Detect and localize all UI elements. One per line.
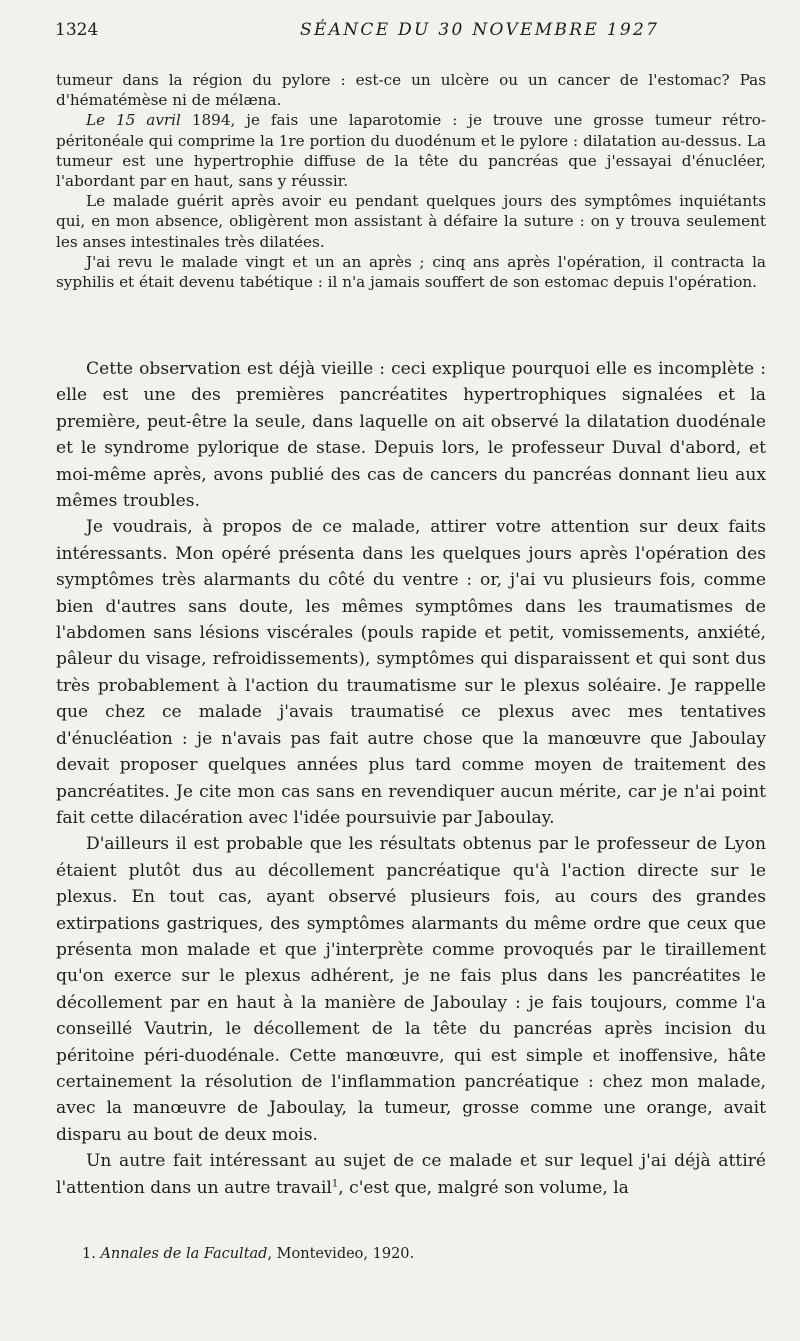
observation-paragraph — [56, 110, 766, 191]
body-paragraph: D'ailleurs il est probable que les résultats obtenus par le professeur de Lyon étaient plutôt dus au décollement pancréatique qu'à l'action directe sur le plexus. En tout cas, ayant observé plusieurs fois, au cours des grandes extirpations gastriques, des symptômes alarmants du même ordre que ceux que présenta mon malade et que j'interprète comme provoqués par le tiraillement qu'on exerce sur le plexus adhérent, je ne fais plus dans les pancréatites le décollement par en haut à la manière de Jaboulay : je fais toujours, comme l'a conseillé Vautrin, le décollement de la tête du pancréas après incision du péritoine péri-duodénale. Cette manœuvre, qui est simple et inoffensive, hâte certainement la résolution de l'inflammation pancréatique : chez mon malade, avec la manœuvre de Jaboulay, la tumeur, grosse comme une orange, avait disparu au bout de deux mois. — [56, 834, 766, 1145]
observation-paragraph: J'ai revu le malade vingt et un an après ; cinq ans après l'opération, il contracta la syphilis et était devenu tabétique : il n'a jamais souffert de son estomac depuis l'opération. — [56, 252, 766, 292]
footnote-place: , Montevideo, 1920. — [267, 1246, 415, 1262]
body-text: , c'est que, malgré son volume, la — [338, 1177, 629, 1198]
body-paragraph: Je voudrais, à propos de ce malade, attirer votre attention sur deux faits intéressants. Mon opéré présenta dans les quelques jours après l'opération des symptômes très alarmants du côté du ventre : or, j'ai vu plusieurs fois, comme bien d'autres sans doute, les mêmes symptômes dans les traumatismes de l'abdomen sans lésions viscérales (pouls rapide et petit, vomissements, anxiété, pâleur du visage, refroidissements), symptômes qui disparaissent et qui sont dus très probablement à l'action du traumatisme sur le plexus soléaire. Je rappelle que chez ce malade j'avais traumatisé ce plexus avec mes tentatives d'énucléation : je n'avais pas fait autre chose que la manœuvre que Jaboulay devait proposer quelques années plus tard comme moyen de traitement des pancréatites. Je cite mon cas sans en revendiquer aucun mérite, car je n'ai point fait cette dilacération avec l'idée poursuivie par Jaboulay. — [56, 517, 766, 828]
footnote — [82, 1244, 762, 1264]
page-header — [55, 20, 755, 48]
observation-text: 1894, je fais une laparotomie : je trouve une grosse tumeur rétro-péritonéale qui comprime la 1re portion du duodénum et le pylore : dilatation au-dessus. La tumeur est une hypertrophie diffuse de la tête du pancréas que j'essayai d'énucléer, l'abordant par en haut, sans y réussir. — [56, 111, 767, 191]
observation-paragraph: tumeur dans la région du pylore : est-ce un ulcère ou un cancer de l'estomac? Pas d'hématémèse ni de mélæna. — [56, 71, 766, 110]
observation-paragraph: Le malade guérit après avoir eu pendant quelques jours des symptômes inquiétants qui, en mon absence, obligèrent mon assistant à défaire la suture : on y trouva seulement les anses intestinales très dilatées. — [56, 192, 766, 251]
case-observation — [56, 70, 766, 292]
page-number: 1324 — [55, 20, 99, 40]
running-title: SÉANCE DU 30 NOVEMBRE 1927 — [300, 20, 660, 40]
main-text — [56, 356, 766, 1201]
body-paragraph: Cette observation est déjà vieille : ceci explique pourquoi elle es incomplète : elle est une des premières pancréatites hypertrophiques signalées et la première, peut-être la seule, dans laquelle on ait observé la dilatation duodénale et le syndrome pylorique de stase. Depuis lors, le professeur Duval d'abord, et moi-même après, avons publié des cas de cancers du pancréas donnant lieu aux mêmes troubles. — [56, 359, 766, 512]
observation-date: Le 15 avril — [86, 111, 181, 130]
body-text: Un autre fait intéressant au sujet de ce malade et sur lequel j'ai déjà attiré l'attention dans un autre travail — [56, 1151, 766, 1198]
footnote-source: Annales de la Facultad — [100, 1246, 268, 1262]
body-paragraph — [56, 1148, 766, 1201]
footnote-reference: 1 — [331, 1177, 339, 1189]
footnote-number: 1. — [82, 1246, 96, 1262]
